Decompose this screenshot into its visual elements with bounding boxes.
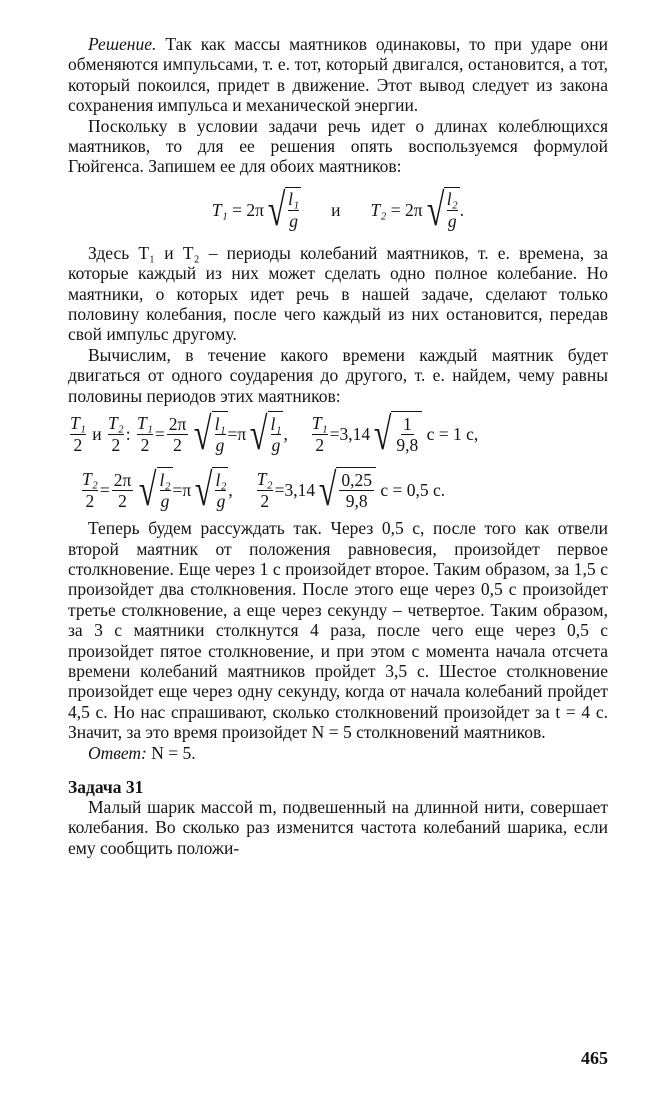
formula-symbol: = <box>390 199 401 220</box>
sqrt-l1-g: √ l₁ g <box>250 408 282 460</box>
fraction-T1-2 <box>137 413 153 454</box>
formula-symbol: l₂ <box>215 469 227 490</box>
fraction-2pi-2 <box>167 414 189 455</box>
formula-symbol: = <box>172 479 183 500</box>
formula-symbol: 2π <box>113 469 132 490</box>
formula-symbol: π <box>182 479 192 500</box>
formula-symbol: T₁ <box>211 199 228 220</box>
solution-label: Решение. <box>88 34 157 54</box>
formula-symbol: = <box>227 423 238 444</box>
formula-symbol: 2 <box>140 434 150 455</box>
formula-symbol: 2 <box>85 490 95 511</box>
formula-half-period-1 <box>68 406 608 462</box>
formula-symbol: и <box>92 423 102 444</box>
sqrt-l2-g: √ l₂ g <box>139 464 171 516</box>
paragraph-periods: Здесь T₁ и T₂ – периоды колебаний маятников, т. е. времена, за которые каждый из них может сделать одно полное колебание. Но маятники, о которых идет речь в нашей задаче, сделают только половину колебания, после чего каждый из них остановится, передав свой импульс другому. <box>68 242 608 345</box>
formula-symbol: T₂ <box>256 469 273 490</box>
formula-symbol: g <box>216 491 226 512</box>
formula-symbol: , <box>283 423 288 444</box>
sqrt-1-9-8: √ 1 9,8 <box>370 411 422 457</box>
formula-symbol: , <box>228 479 233 500</box>
sqrt-0-25-9-8: √ 0,25 9,8 <box>315 467 376 513</box>
sqrt-l2-g: √ l₂ g <box>426 183 458 235</box>
paragraph-reasoning: Теперь будем рассуждать так. Через 0,5 с, после того как отвели второй маятник от положения равновесия, произойдет первое столкновение. Еще через 1 с произойдет второе. Таким образом, за 1,5 с произойдет два столкновения. После этого еще через 0,5 с произойдет третье столкновение, а еще через секунду – четвертое. Таким образом, за 3 с маятники столкнутся 4 раза, после чего еще через 0,5 с произойдет пятое столкновение, и при этом с момента начала отсчета времени колебаний маятников пройдет 3,5 с. Шестое столкновение произойдет еще через одну секунду, когда от начала колебаний пройдет 4,5 с. Но нас спрашивают, сколько столкновений произойдет за t = 4 с. Значит, за это время произойдет N = 5 столкновений маятников. <box>68 518 608 743</box>
problem-text: Малый шарик массой m, подвешенный на длинной нити, совершает колебания. Во сколько раз изменится частота колебаний шарика, если ему сообщить положи- <box>68 796 608 858</box>
fraction-T2-2 <box>108 413 124 454</box>
formula-symbol: 3,14 <box>284 479 316 500</box>
formula-symbol: 2 <box>111 434 121 455</box>
formula-symbol: 1 <box>402 414 412 435</box>
formula-symbol: T₁ <box>137 413 153 434</box>
formula-symbol: g <box>271 435 281 456</box>
fraction-T2-2 <box>257 469 273 510</box>
formula-symbol: g <box>447 210 457 231</box>
paragraph-intro <box>68 34 608 116</box>
paragraph-half-periods: Вычислим, в течение какого времени каждый маятник будет двигаться от одного соударения до другого, т. е. найдем, чему равны половины периодов этих маятников: <box>68 344 608 406</box>
formula-symbol: l₁ <box>270 413 282 434</box>
formula-symbol: 2π <box>404 199 423 220</box>
fraction-T1-2 <box>312 413 328 454</box>
formula-symbol: T₂ <box>107 413 124 434</box>
formula-symbol: l₁ <box>214 413 226 434</box>
answer-value: N = 5. <box>151 742 196 763</box>
formula-symbol: T₂ <box>370 199 387 220</box>
formula-symbol: l₂ <box>446 189 458 210</box>
problem-title: Задача 31 <box>68 776 144 797</box>
formula-symbol: T₂ <box>82 469 98 490</box>
formula-symbol: 9,8 <box>345 491 368 512</box>
sqrt-l2-g: √ l₂ g <box>195 464 227 516</box>
fraction-T2-2 <box>82 469 98 510</box>
paragraph-huygens: Поскольку в условии задачи речь идет о длинах колеблющихся маятников, то для ее решения опять воспользуемся формулой Гюйгенса. Запишем ее для обоих маятников: <box>68 115 608 177</box>
page-number: 465 <box>581 1048 608 1068</box>
answer-line <box>68 743 608 763</box>
paragraph-intro-text: Так как массы маятников одинаковы, то при ударе они обменяются импульсами, т. е. тот, который двигался, остановится, а тот, который покоился, придет в движение. Этот вывод следует из закона сохранения импульса и механической энергии. <box>68 34 608 116</box>
formula-symbol: 0,25 <box>341 470 372 491</box>
formula-symbol: T₁ <box>311 413 328 434</box>
formula-symbol: = <box>274 479 285 500</box>
formula-symbol: 2 <box>260 490 270 511</box>
formula-symbol: 2 <box>118 490 127 511</box>
formula-symbol: 3,14 <box>339 423 371 444</box>
formula-symbol: = <box>154 423 165 444</box>
formula-symbol: = <box>329 423 340 444</box>
formula-periods <box>68 179 608 241</box>
result-T1: с = 1 с, <box>426 423 479 444</box>
formula-symbol: T₁ <box>70 413 86 434</box>
formula-symbol: 9,8 <box>396 435 419 456</box>
formula-symbol: π <box>237 423 247 444</box>
formula-symbol: g <box>289 210 299 231</box>
formula-half-period-2 <box>68 462 608 518</box>
formula-symbol: : <box>125 423 131 444</box>
answer-label: Ответ: <box>88 742 147 763</box>
formula-symbol: 2 <box>73 434 83 455</box>
formula-symbol: 2π <box>168 413 187 434</box>
formula-symbol: 2 <box>173 434 182 455</box>
formula-symbol: g <box>215 435 225 456</box>
formula-symbol: g <box>160 491 170 512</box>
formula-symbol: l₁ <box>288 189 300 210</box>
formula-symbol: 2 <box>315 434 325 455</box>
sqrt-l1-g: √ l₁ g <box>194 408 226 460</box>
formula-symbol: . <box>459 199 465 220</box>
sqrt-l1-g: √ l₁ g <box>267 183 300 235</box>
page-body <box>68 34 608 858</box>
formula-symbol: 2π <box>246 199 264 220</box>
formula-symbol: = <box>99 479 110 500</box>
fraction-2pi-2 <box>112 470 134 511</box>
formula-symbol: = <box>232 199 242 220</box>
result-T2: с = 0,5 с. <box>380 479 446 500</box>
formula-symbol: l₂ <box>159 469 171 490</box>
fraction-T1-2 <box>70 413 86 454</box>
formula-symbol: и <box>331 199 341 220</box>
